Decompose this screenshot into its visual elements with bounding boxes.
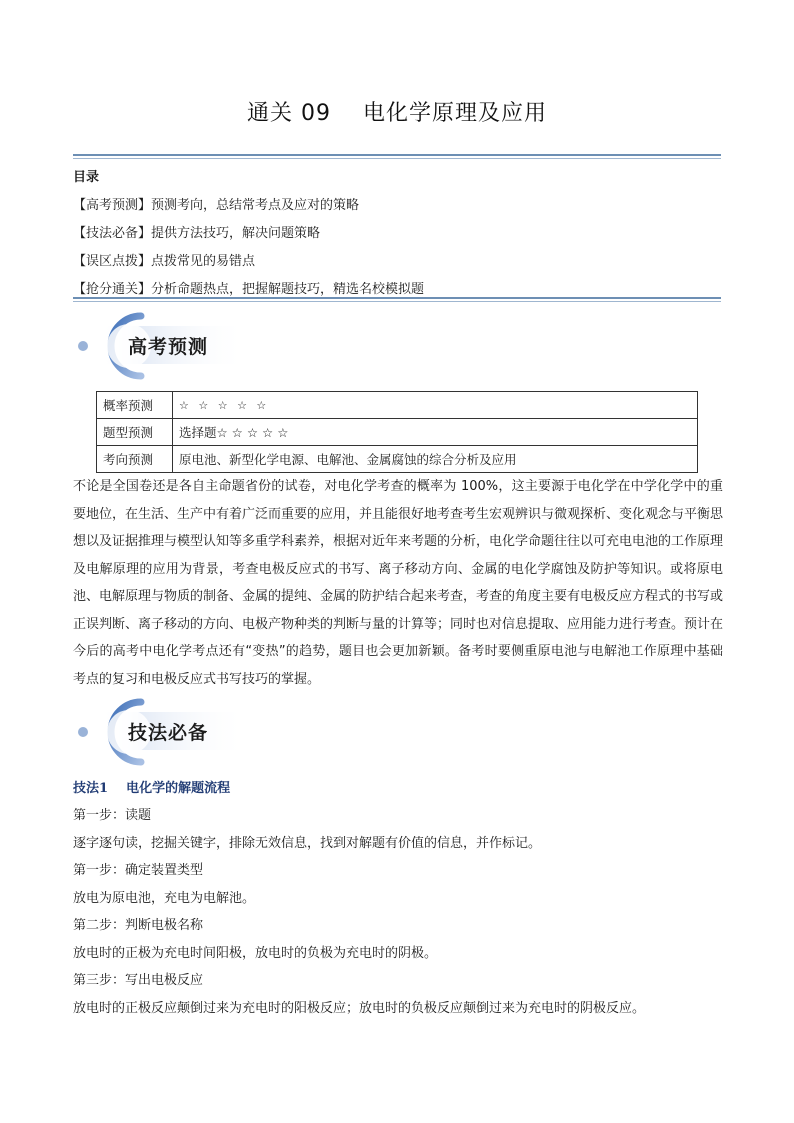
- section-banner-forecast: [73, 308, 248, 382]
- table-cell-value: 选择题☆ ☆ ☆ ☆ ☆: [173, 419, 698, 446]
- skill-title: 技法1 电化学的解题流程: [73, 781, 231, 796]
- section-title-skills: 技法必备: [128, 722, 209, 744]
- forecast-paragraph: 不论是全国卷还是各自主命题省份的试卷，对电化学考查的概率为 100%，这主要源于电化学在中学化学中的重要地位，在生活、生产中有着广泛而重要的应用，并且能很好地考查考生宏观辨识与微观探析、变化观念与平衡思想以及证据推理与模型认知等多重学科素养，根据对近年来考题的分析，电化学命题往往以可充电电池的工作原理及电解原理的应用为背景，考查电极反应式的书写、离子移动方向、金属的电化学腐蚀及防护等知识。或将原电池、电解原理与物质的制备、金属的提纯、金属的防护结合起来考查，考查的角度主要有电极反应方程式的书写或正误判断、离子移动的方向、电极产物种类的判断与量的计算等；同时也对信息提取、应用能力进行考查。预计在今后的高考中电化学考点还有“变热”的趋势，题目也会更加新颖。备考时要侧重原电池与电解池工作原理中基础考点的复习和电极反应式书写技巧的掌握。: [73, 479, 724, 687]
- step-line: 第二步：判断电极名称: [73, 918, 204, 933]
- toc-item-skills: 【技法必备】提供方法技巧，解决问题策略: [73, 226, 321, 241]
- page-title: 通关 09 电化学原理及应用: [247, 101, 547, 126]
- step-line: 第一步：确定装置类型: [73, 863, 204, 878]
- step-line: 放电为原电池，充电为电解池。: [73, 890, 256, 906]
- section-title-forecast: 高考预测: [128, 336, 209, 358]
- table-row: [97, 392, 698, 419]
- toc-heading: 目录: [73, 170, 100, 185]
- step-line: 第一步：读题: [73, 808, 152, 823]
- table-of-contents: [73, 164, 721, 304]
- step-line: 放电时的正极反应颠倒过来为充电时的阳极反应；放电时的负极反应颠倒过来为充电时的阴极反应。: [73, 1000, 646, 1016]
- step-line: 逐字逐句读，挖掘关键字，排除无效信息，找到对解题有价值的信息，并作标记。: [73, 835, 542, 851]
- step-line: 放电时的正极为充电时间阳极，放电时的负极为充电时的阴极。: [73, 945, 438, 961]
- toc-item-pitfalls: 【误区点拨】点拨常见的易错点: [73, 254, 256, 269]
- table-row: [97, 419, 698, 446]
- skill-steps: [73, 776, 723, 1022]
- forecast-table: [96, 391, 698, 473]
- table-row: [97, 446, 698, 473]
- toc-bottom-divider-thin: [73, 301, 721, 302]
- table-cell-label: 题型预测: [97, 419, 173, 446]
- table-cell-label: 概率预测: [97, 392, 173, 419]
- section-banner-skills: [73, 694, 248, 768]
- top-divider: [73, 154, 721, 156]
- toc-item-forecast: 【高考预测】预测考向，总结常考点及应对的策略: [73, 198, 360, 213]
- step-line: 第三步：写出电极反应: [73, 973, 204, 988]
- toc-bottom-divider: [73, 297, 721, 299]
- table-cell-label: 考向预测: [97, 446, 173, 473]
- top-divider-thin: [73, 158, 721, 159]
- table-cell-value: ☆ ☆ ☆ ☆ ☆: [173, 392, 698, 419]
- table-cell-value: 原电池、新型化学电源、电解池、金属腐蚀的综合分析及应用: [173, 446, 698, 473]
- toc-item-practice: 【抢分通关】分析命题热点，把握解题技巧，精选名校模拟题: [73, 282, 425, 297]
